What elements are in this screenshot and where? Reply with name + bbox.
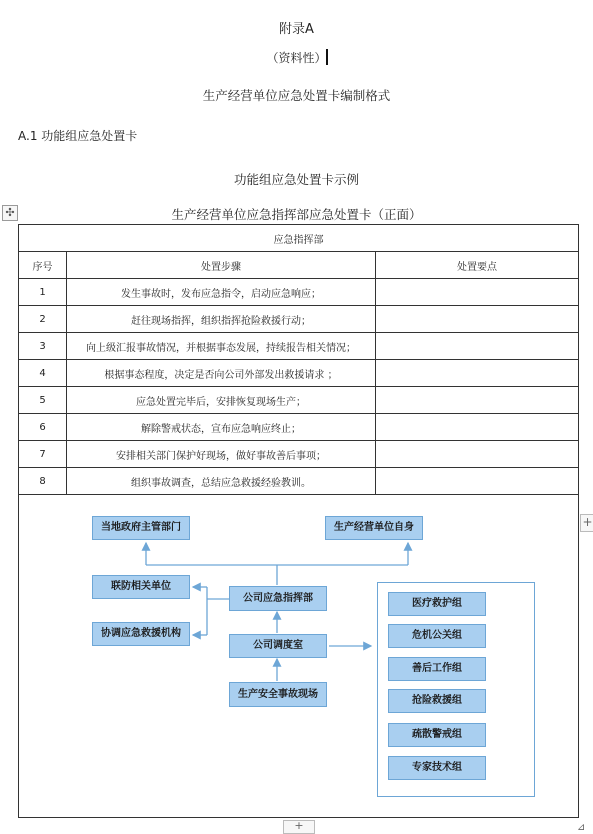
box-linkage[interactable]: 联防相关单位 xyxy=(92,575,190,599)
box-group[interactable]: 危机公关组 xyxy=(388,624,486,648)
emergency-card-table xyxy=(18,224,579,818)
table-row xyxy=(19,387,579,414)
row-key[interactable] xyxy=(376,333,579,360)
group-title-cell[interactable]: 应急指挥部 xyxy=(19,225,579,252)
flowchart-cell[interactable] xyxy=(19,495,579,818)
box-command[interactable]: 公司应急指挥部 xyxy=(229,586,327,611)
row-step[interactable]: 安排相关部门保护好现场，做好事故善后事项； xyxy=(67,441,376,468)
row-key[interactable] xyxy=(376,468,579,495)
row-no[interactable]: 8 xyxy=(19,468,67,495)
table-row xyxy=(19,279,579,306)
row-step[interactable]: 根据事态程度，决定是否向公司外部发出救援请求 ； xyxy=(67,360,376,387)
box-group[interactable]: 专家技术组 xyxy=(388,756,486,780)
table-row xyxy=(19,360,579,387)
row-key[interactable] xyxy=(376,306,579,333)
box-group[interactable]: 医疗救护组 xyxy=(388,592,486,616)
column-header-no[interactable]: 序号 xyxy=(19,252,67,279)
row-step[interactable]: 赶往现场指挥，组织指挥抢险救援行动； xyxy=(67,306,376,333)
box-gov[interactable]: 当地政府主管部门 xyxy=(92,516,190,540)
box-dispatch[interactable]: 公司调度室 xyxy=(229,634,327,658)
table-row xyxy=(19,414,579,441)
row-no[interactable]: 2 xyxy=(19,306,67,333)
table-resize-icon[interactable]: ⊿ xyxy=(577,822,586,833)
box-coord[interactable]: 协调应急救援机构 xyxy=(92,622,190,646)
box-group[interactable]: 抢险救援组 xyxy=(388,689,486,713)
row-no[interactable]: 5 xyxy=(19,387,67,414)
box-scene[interactable]: 生产安全事故现场 xyxy=(229,682,327,707)
row-no[interactable]: 4 xyxy=(19,360,67,387)
table-row xyxy=(19,333,579,360)
table-row xyxy=(19,468,579,495)
table-move-handle-icon[interactable]: ✣ xyxy=(2,205,18,221)
row-step[interactable]: 向上级汇报事故情况，并根据事态发展，持续报告相关情况； xyxy=(67,333,376,360)
box-group[interactable]: 善后工作组 xyxy=(388,657,486,681)
row-key[interactable] xyxy=(376,441,579,468)
column-header-key[interactable]: 处置要点 xyxy=(376,252,579,279)
add-row-icon[interactable]: + xyxy=(283,820,315,834)
example-title: 功能组应急处置卡示例 xyxy=(233,172,359,187)
table-title: 生产经营单位应急指挥部应急处置卡（正面） xyxy=(171,207,422,222)
document-title: 生产经营单位应急处置卡编制格式 xyxy=(202,88,391,103)
row-step[interactable]: 发生事故时，发布应急指令，启动应急响应； xyxy=(67,279,376,306)
appendix-title: 附录A xyxy=(279,22,314,37)
row-key[interactable] xyxy=(376,279,579,306)
row-no[interactable]: 1 xyxy=(19,279,67,306)
row-key[interactable] xyxy=(376,360,579,387)
add-column-icon[interactable]: + xyxy=(580,514,593,532)
row-no[interactable]: 7 xyxy=(19,441,67,468)
text-cursor xyxy=(326,49,328,65)
row-step[interactable]: 应急处置完毕后，安排恢复现场生产； xyxy=(67,387,376,414)
column-header-step[interactable]: 处置步骤 xyxy=(67,252,376,279)
row-key[interactable] xyxy=(376,414,579,441)
box-self[interactable]: 生产经营单位自身 xyxy=(325,516,423,540)
box-group[interactable]: 疏散警戒组 xyxy=(388,723,486,747)
row-step[interactable]: 解除警戒状态，宣布应急响应终止； xyxy=(67,414,376,441)
flowchart xyxy=(19,495,579,817)
row-no[interactable]: 6 xyxy=(19,414,67,441)
section-heading: A.1 功能组应急处置卡 xyxy=(18,129,138,143)
row-key[interactable] xyxy=(376,387,579,414)
table-row xyxy=(19,441,579,468)
table-row xyxy=(19,306,579,333)
row-no[interactable]: 3 xyxy=(19,333,67,360)
appendix-note: （资料性） xyxy=(266,51,327,65)
row-step[interactable]: 组织事故调查，总结应急救援经验教训。 xyxy=(67,468,376,495)
